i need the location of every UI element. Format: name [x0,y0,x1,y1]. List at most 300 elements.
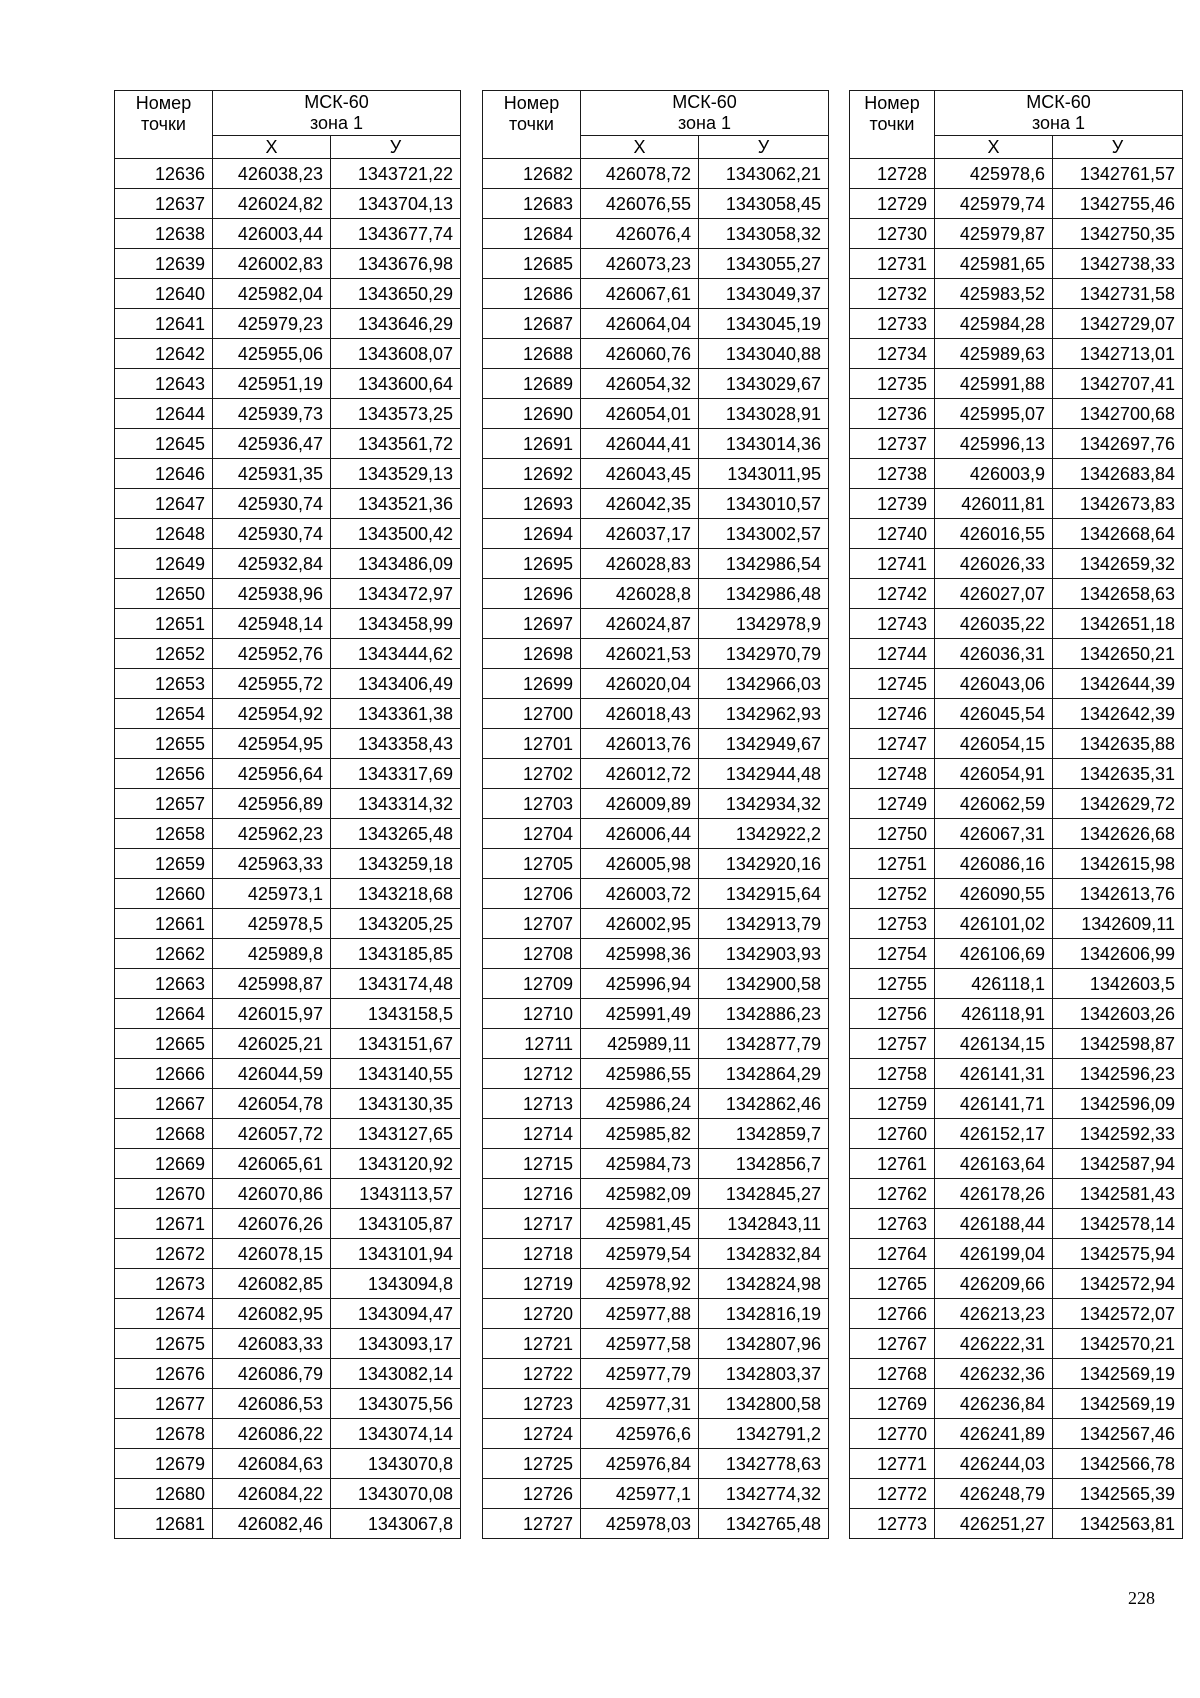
table-row [115,549,461,579]
x-coordinate-cell: 426026,33 [935,549,1053,579]
point-number-cell: 12710 [483,999,581,1029]
point-number-cell: 12684 [483,219,581,249]
x-coordinate-cell: 426086,79 [213,1359,331,1389]
table-row [850,1239,1183,1269]
table-row [483,609,829,639]
y-coordinate-cell: 1343174,48 [331,969,461,999]
table-row [483,279,829,309]
y-coordinate-cell: 1342565,39 [1053,1479,1183,1509]
x-coordinate-cell: 426011,81 [935,489,1053,519]
point-number-cell: 12767 [850,1329,935,1359]
y-coordinate-cell: 1343045,19 [699,309,829,339]
point-number-cell: 12694 [483,519,581,549]
coordinate-system-header [935,91,1183,136]
y-coordinate-cell: 1342922,2 [699,819,829,849]
x-coordinate-cell: 426038,23 [213,159,331,189]
x-coordinate-cell: 426045,54 [935,699,1053,729]
x-coordinate-cell: 425936,47 [213,429,331,459]
x-coordinate-cell: 426106,69 [935,939,1053,969]
table-row [115,459,461,489]
y-coordinate-cell: 1342575,94 [1053,1239,1183,1269]
x-coordinate-cell: 426073,23 [581,249,699,279]
y-coordinate-cell: 1342644,39 [1053,669,1183,699]
x-coordinate-cell: 426152,17 [935,1119,1053,1149]
point-number-cell: 12728 [850,159,935,189]
point-number-cell: 12753 [850,909,935,939]
y-coordinate-cell: 1342683,84 [1053,459,1183,489]
point-number-cell: 12711 [483,1029,581,1059]
table-row [483,1299,829,1329]
point-number-cell: 12703 [483,789,581,819]
table-row [483,729,829,759]
table-row [115,819,461,849]
x-coordinate-cell: 426027,07 [935,579,1053,609]
table-row [483,1479,829,1509]
table-row [483,249,829,279]
x-coordinate-cell: 426141,31 [935,1059,1053,1089]
x-coordinate-cell: 426199,04 [935,1239,1053,1269]
table-row [115,1149,461,1179]
y-coordinate-cell: 1343600,64 [331,369,461,399]
x-coordinate-cell: 426118,91 [935,999,1053,1029]
x-coordinate-cell: 426236,84 [935,1389,1053,1419]
y-coordinate-cell: 1342578,14 [1053,1209,1183,1239]
y-coordinate-cell: 1343094,8 [331,1269,461,1299]
y-coordinate-cell: 1343358,43 [331,729,461,759]
table-row [850,1029,1183,1059]
table-row [850,1089,1183,1119]
table-row [483,1359,829,1389]
point-number-cell: 12704 [483,819,581,849]
table-row [483,429,829,459]
y-coordinate-cell: 1342970,79 [699,639,829,669]
point-number-cell: 12693 [483,489,581,519]
point-number-cell: 12685 [483,249,581,279]
table-row [115,1299,461,1329]
x-coordinate-cell: 426248,79 [935,1479,1053,1509]
point-number-cell: 12670 [115,1179,213,1209]
header-row-top [850,91,1183,136]
point-number-cell: 12739 [850,489,935,519]
point-number-cell: 12719 [483,1269,581,1299]
table-row [483,1029,829,1059]
point-number-cell: 12722 [483,1359,581,1389]
x-coordinate-cell: 426054,15 [935,729,1053,759]
x-coordinate-cell: 425998,36 [581,939,699,969]
x-coordinate-cell: 426232,36 [935,1359,1053,1389]
x-coordinate-cell: 426028,8 [581,579,699,609]
point-number-header-line2: точки [509,114,554,134]
table-row [115,1119,461,1149]
y-coordinate-cell: 1343040,88 [699,339,829,369]
y-coordinate-cell: 1342603,26 [1053,999,1183,1029]
y-coordinate-cell: 1342986,48 [699,579,829,609]
y-coordinate-cell: 1343082,14 [331,1359,461,1389]
y-coordinate-cell: 1343486,09 [331,549,461,579]
table-row [850,1179,1183,1209]
point-number-cell: 12770 [850,1419,935,1449]
point-number-cell: 12755 [850,969,935,999]
x-coordinate-cell: 425981,45 [581,1209,699,1239]
y-coordinate-cell: 1342738,33 [1053,249,1183,279]
y-coordinate-cell: 1343011,95 [699,459,829,489]
table-row [115,1419,461,1449]
y-coordinate-cell: 1342596,09 [1053,1089,1183,1119]
x-coordinate-cell: 426035,22 [935,609,1053,639]
table-row [850,189,1183,219]
table-row [850,1149,1183,1179]
table-row [850,579,1183,609]
table-row [483,909,829,939]
x-coordinate-cell: 425979,23 [213,309,331,339]
point-number-cell: 12772 [850,1479,935,1509]
y-coordinate-cell: 1342877,79 [699,1029,829,1059]
x-coordinate-cell: 426060,76 [581,339,699,369]
table-row [483,789,829,819]
table-header [850,91,1183,159]
table-row [115,789,461,819]
x-coordinate-cell: 426118,1 [935,969,1053,999]
coordinate-system-header-line2: зона 1 [677,113,732,133]
table-row [850,1119,1183,1149]
point-number-cell: 12671 [115,1209,213,1239]
table-row [115,729,461,759]
y-coordinate-cell: 1342658,63 [1053,579,1183,609]
point-number-cell: 12696 [483,579,581,609]
table-row [483,1179,829,1209]
table-row [115,1029,461,1059]
table-row [483,219,829,249]
x-coordinate-cell: 425954,92 [213,699,331,729]
y-coordinate-cell: 1343070,8 [331,1449,461,1479]
y-coordinate-cell: 1342642,39 [1053,699,1183,729]
y-coordinate-cell: 1342592,33 [1053,1119,1183,1149]
x-coordinate-cell: 426044,41 [581,429,699,459]
x-coordinate-cell: 426005,98 [581,849,699,879]
point-number-cell: 12709 [483,969,581,999]
table-row [850,849,1183,879]
x-coordinate-cell: 425931,35 [213,459,331,489]
table-row [850,249,1183,279]
table-row [850,1209,1183,1239]
point-number-cell: 12662 [115,939,213,969]
point-number-cell: 12758 [850,1059,935,1089]
x-coordinate-cell: 426070,86 [213,1179,331,1209]
point-number-header [115,91,213,159]
table-row [850,219,1183,249]
x-coordinate-cell: 425938,96 [213,579,331,609]
point-number-cell: 12708 [483,939,581,969]
point-number-cell: 12706 [483,879,581,909]
point-number-cell: 12731 [850,249,935,279]
table-row [483,1059,829,1089]
y-coordinate-cell: 1342765,48 [699,1509,829,1539]
y-coordinate-cell: 1343218,68 [331,879,461,909]
x-coordinate-cell: 425978,5 [213,909,331,939]
point-number-cell: 12726 [483,1479,581,1509]
y-coordinate-cell: 1342966,03 [699,669,829,699]
table-row [115,909,461,939]
point-number-cell: 12688 [483,339,581,369]
point-number-cell: 12713 [483,1089,581,1119]
point-number-cell: 12663 [115,969,213,999]
table-row [115,309,461,339]
table-row [850,549,1183,579]
coordinate-system-header [581,91,829,136]
x-coordinate-cell: 425976,6 [581,1419,699,1449]
table-row [483,1239,829,1269]
point-number-cell: 12702 [483,759,581,789]
x-coordinate-cell: 426057,72 [213,1119,331,1149]
x-coordinate-cell: 426054,78 [213,1089,331,1119]
x-coordinate-cell: 426024,87 [581,609,699,639]
y-coordinate-cell: 1342962,93 [699,699,829,729]
table-row [483,519,829,549]
table-row [850,789,1183,819]
y-coordinate-cell: 1342569,19 [1053,1389,1183,1419]
y-coordinate-cell: 1343113,57 [331,1179,461,1209]
point-number-cell: 12756 [850,999,935,1029]
point-number-cell: 12638 [115,219,213,249]
y-coordinate-cell: 1342949,67 [699,729,829,759]
y-coordinate-cell: 1343093,17 [331,1329,461,1359]
x-coordinate-cell: 425978,92 [581,1269,699,1299]
table-row [483,369,829,399]
x-coordinate-cell: 426062,59 [935,789,1053,819]
point-number-cell: 12736 [850,399,935,429]
x-coordinate-cell: 425976,84 [581,1449,699,1479]
y-coordinate-cell: 1343259,18 [331,849,461,879]
y-coordinate-cell: 1342803,37 [699,1359,829,1389]
y-coordinate-cell: 1343317,69 [331,759,461,789]
x-coordinate-cell: 425955,06 [213,339,331,369]
y-coordinate-cell: 1342920,16 [699,849,829,879]
header-row-top [483,91,829,136]
point-number-cell: 12664 [115,999,213,1029]
table-row [850,729,1183,759]
y-coordinate-cell: 1342862,46 [699,1089,829,1119]
point-number-cell: 12656 [115,759,213,789]
table-body [850,159,1183,1539]
x-coordinate-cell: 425954,95 [213,729,331,759]
point-number-cell: 12735 [850,369,935,399]
y-coordinate-cell: 1342915,64 [699,879,829,909]
table-row [115,879,461,909]
table-row [483,1089,829,1119]
point-number-cell: 12773 [850,1509,935,1539]
x-coordinate-cell: 426042,35 [581,489,699,519]
y-coordinate-cell: 1343058,45 [699,189,829,219]
table-row [115,579,461,609]
y-column-header: У [1053,136,1183,159]
y-coordinate-cell: 1343055,27 [699,249,829,279]
table-row [850,1389,1183,1419]
point-number-cell: 12699 [483,669,581,699]
point-number-cell: 12749 [850,789,935,819]
point-number-cell: 12672 [115,1239,213,1269]
x-coordinate-cell: 425977,58 [581,1329,699,1359]
table-row [850,699,1183,729]
point-number-cell: 12636 [115,159,213,189]
point-number-cell: 12692 [483,459,581,489]
table-row [483,669,829,699]
y-coordinate-cell: 1342700,68 [1053,399,1183,429]
point-number-cell: 12686 [483,279,581,309]
point-number-cell: 12737 [850,429,935,459]
point-number-cell: 12695 [483,549,581,579]
x-coordinate-cell: 426002,95 [581,909,699,939]
table-row [115,1479,461,1509]
coordinate-system-header-line1: МСК-60 [1026,92,1091,112]
table-row [483,849,829,879]
y-coordinate-cell: 1342566,78 [1053,1449,1183,1479]
y-coordinate-cell: 1343646,29 [331,309,461,339]
x-coordinate-cell: 425977,1 [581,1479,699,1509]
x-coordinate-cell: 425996,13 [935,429,1053,459]
point-number-header [850,91,935,159]
table-row [115,1509,461,1539]
coordinate-table-1 [114,90,461,1539]
point-number-cell: 12740 [850,519,935,549]
table-row [483,189,829,219]
y-coordinate-cell: 1343314,32 [331,789,461,819]
y-coordinate-cell: 1343074,14 [331,1419,461,1449]
x-coordinate-cell: 425982,04 [213,279,331,309]
table-row [850,1449,1183,1479]
x-coordinate-cell: 425930,74 [213,519,331,549]
y-coordinate-cell: 1342750,35 [1053,219,1183,249]
y-coordinate-cell: 1342707,41 [1053,369,1183,399]
x-coordinate-cell: 426188,44 [935,1209,1053,1239]
x-coordinate-cell: 425963,33 [213,849,331,879]
x-coordinate-cell: 426024,82 [213,189,331,219]
x-coordinate-cell: 426013,76 [581,729,699,759]
table-row [115,1359,461,1389]
point-number-cell: 12649 [115,549,213,579]
table-row [483,1389,829,1419]
y-coordinate-cell: 1342635,88 [1053,729,1183,759]
y-coordinate-cell: 1342581,43 [1053,1179,1183,1209]
y-column-header: У [699,136,829,159]
x-coordinate-cell: 425978,03 [581,1509,699,1539]
y-coordinate-cell: 1343650,29 [331,279,461,309]
y-coordinate-cell: 1342913,79 [699,909,829,939]
point-number-cell: 12667 [115,1089,213,1119]
table-header [483,91,829,159]
x-coordinate-cell: 426082,46 [213,1509,331,1539]
x-coordinate-cell: 425973,1 [213,879,331,909]
x-coordinate-cell: 426036,31 [935,639,1053,669]
x-coordinate-cell: 426086,53 [213,1389,331,1419]
point-number-cell: 12660 [115,879,213,909]
point-number-cell: 12748 [850,759,935,789]
y-coordinate-cell: 1343677,74 [331,219,461,249]
table-row [850,909,1183,939]
x-coordinate-cell: 426084,22 [213,1479,331,1509]
table-row [483,579,829,609]
point-number-cell: 12666 [115,1059,213,1089]
y-coordinate-cell: 1342900,58 [699,969,829,999]
y-coordinate-cell: 1342845,27 [699,1179,829,1209]
table-row [850,459,1183,489]
x-coordinate-cell: 425962,23 [213,819,331,849]
y-coordinate-cell: 1342791,2 [699,1419,829,1449]
point-number-cell: 12642 [115,339,213,369]
point-number-cell: 12764 [850,1239,935,1269]
y-coordinate-cell: 1342635,31 [1053,759,1183,789]
table-row [850,819,1183,849]
y-coordinate-cell: 1342613,76 [1053,879,1183,909]
table-row [850,669,1183,699]
table-row [483,939,829,969]
x-coordinate-cell: 426020,04 [581,669,699,699]
point-number-cell: 12641 [115,309,213,339]
point-number-cell: 12759 [850,1089,935,1119]
y-coordinate-cell: 1342856,7 [699,1149,829,1179]
table-body [483,159,829,1539]
point-number-cell: 12640 [115,279,213,309]
x-coordinate-cell: 425948,14 [213,609,331,639]
point-number-header-line2: точки [141,114,186,134]
x-coordinate-cell: 426090,55 [935,879,1053,909]
point-number-cell: 12716 [483,1179,581,1209]
x-coordinate-cell: 425983,52 [935,279,1053,309]
y-coordinate-cell: 1343458,99 [331,609,461,639]
point-number-cell: 12712 [483,1059,581,1089]
point-number-cell: 12721 [483,1329,581,1359]
y-coordinate-cell: 1342572,07 [1053,1299,1183,1329]
table-row [850,1509,1183,1539]
y-coordinate-cell: 1343561,72 [331,429,461,459]
point-number-cell: 12639 [115,249,213,279]
point-number-cell: 12760 [850,1119,935,1149]
table-row [115,369,461,399]
x-coordinate-cell: 425982,09 [581,1179,699,1209]
y-coordinate-cell: 1343130,35 [331,1089,461,1119]
x-coordinate-cell: 426064,04 [581,309,699,339]
x-coordinate-cell: 426065,61 [213,1149,331,1179]
point-number-cell: 12659 [115,849,213,879]
y-coordinate-cell: 1342598,87 [1053,1029,1183,1059]
x-coordinate-cell: 426067,61 [581,279,699,309]
x-coordinate-cell: 426006,44 [581,819,699,849]
point-number-cell: 12714 [483,1119,581,1149]
point-number-cell: 12689 [483,369,581,399]
y-coordinate-cell: 1342934,32 [699,789,829,819]
point-number-cell: 12661 [115,909,213,939]
x-coordinate-cell: 425956,64 [213,759,331,789]
point-number-cell: 12679 [115,1449,213,1479]
table-row [850,759,1183,789]
y-coordinate-cell: 1342606,99 [1053,939,1183,969]
table-row [483,969,829,999]
x-coordinate-cell: 426078,15 [213,1239,331,1269]
x-column-header: Х [935,136,1053,159]
table-row [115,159,461,189]
table-row [115,609,461,639]
table-row [850,1329,1183,1359]
y-coordinate-cell: 1342572,94 [1053,1269,1183,1299]
table-row [483,1509,829,1539]
table-row [483,1119,829,1149]
table-row [850,519,1183,549]
table-row [115,249,461,279]
table-row [115,999,461,1029]
point-number-cell: 12700 [483,699,581,729]
table-header [115,91,461,159]
x-coordinate-cell: 425979,74 [935,189,1053,219]
point-number-cell: 12744 [850,639,935,669]
